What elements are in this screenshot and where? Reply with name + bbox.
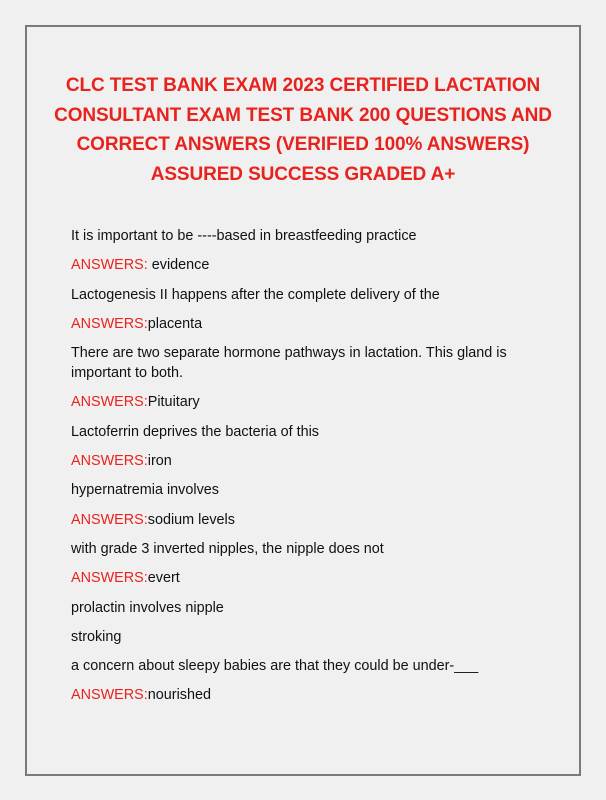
question-line: hypernatremia involves xyxy=(71,482,219,499)
document-title: CLC TEST BANK EXAM 2023 CERTIFIED LACTATION CONSULTANT EXAM TEST BANK 200 QUESTIONS AND CORRECT ANSWERS (VERIFIED 100% ANSWERS) ASSURED SUCCESS GRADED A+ xyxy=(54,75,552,185)
question-line: prolactin involves nipple xyxy=(71,599,224,616)
answer-label: ANSWERS: xyxy=(71,511,148,528)
question-line: stroking xyxy=(71,628,122,645)
answer-label: ANSWERS: xyxy=(71,257,148,274)
answer-line xyxy=(71,392,541,412)
answer-line xyxy=(71,510,541,530)
answer-text: iron xyxy=(147,453,172,470)
answer-line xyxy=(71,314,541,334)
answer-label: ANSWERS: xyxy=(71,570,148,587)
answer-line xyxy=(71,451,541,471)
question-answer-list xyxy=(71,226,541,705)
answer-text: Pituitary xyxy=(147,394,200,411)
answer-text: evidence xyxy=(147,257,210,274)
question-line: It is important to be ----based in breastfeeding practice xyxy=(71,228,417,244)
answer-text: nourished xyxy=(147,687,211,704)
answer-label: ANSWERS: xyxy=(71,687,148,704)
answer-text: evert xyxy=(147,570,180,587)
answer-line xyxy=(71,255,541,275)
answer-label: ANSWERS: xyxy=(71,453,148,470)
answer-line xyxy=(71,568,541,588)
answer-text: placenta xyxy=(147,315,203,332)
question-line: There are two separate hormone pathways in lactation. This gland is important to both. xyxy=(71,345,507,382)
answer-line xyxy=(71,685,541,705)
answer-text: sodium levels xyxy=(147,511,235,528)
answer-label: ANSWERS: xyxy=(71,394,148,411)
question-line: with grade 3 inverted nipples, the nipple does not xyxy=(71,540,384,557)
question-line: Lactoferrin deprives the bacteria of this xyxy=(71,423,319,440)
question-line: Lactogenesis II happens after the complete delivery of the xyxy=(71,286,440,303)
answer-label: ANSWERS: xyxy=(71,315,148,332)
question-line: a concern about sleepy babies are that they could be under-___ xyxy=(71,658,479,675)
